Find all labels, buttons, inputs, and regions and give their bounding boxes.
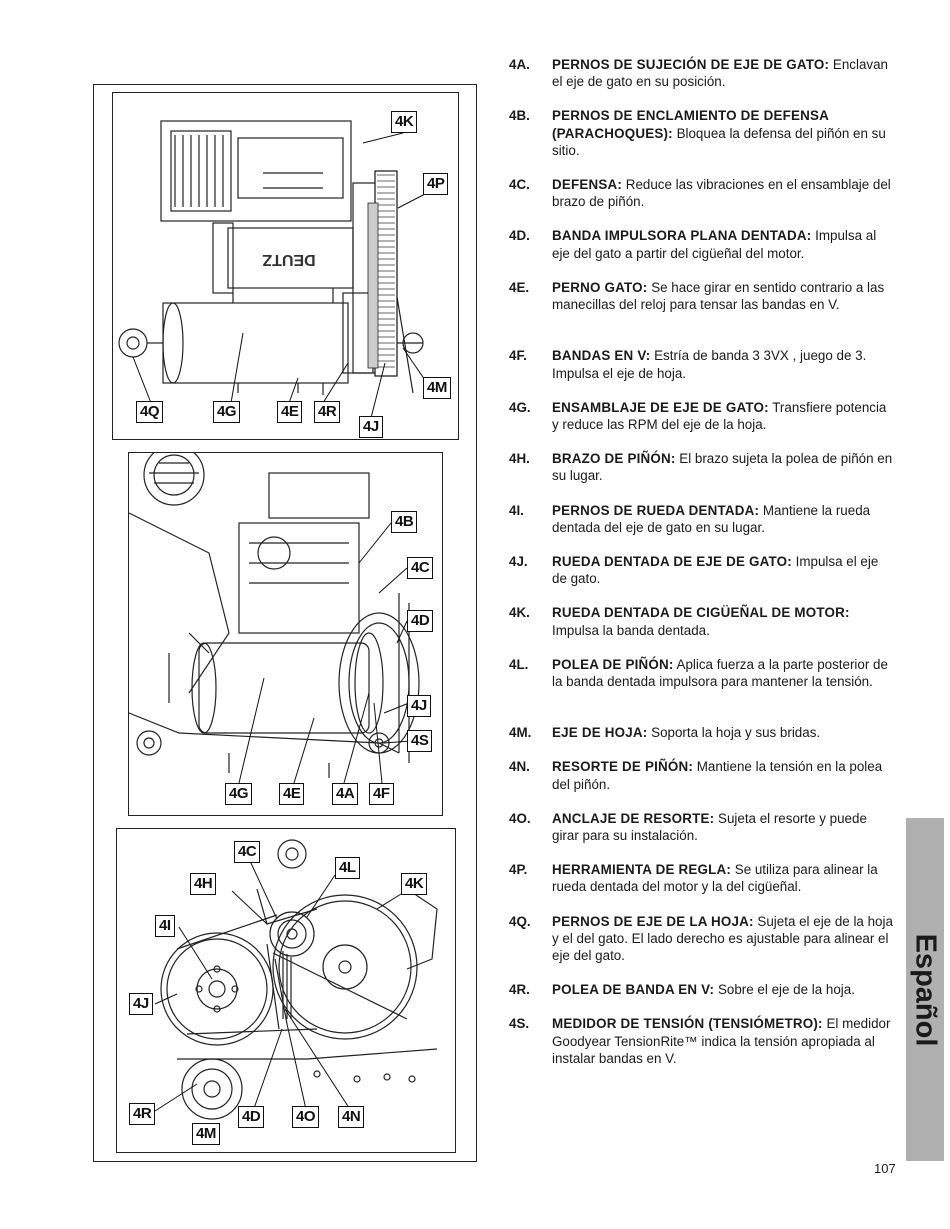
item-code: 4C. [509, 176, 530, 192]
callout-4j: 4J [359, 416, 383, 438]
item-code: 4A. [509, 57, 530, 72]
item-description: Mantiene la rueda dentada del eje de gato en su lugar. [552, 502, 871, 535]
item-code: 4G. [509, 399, 531, 415]
callout-4b: 4B [391, 511, 417, 533]
callout-4e: 4E [277, 401, 302, 423]
item-description: Reduce las vibraciones en el ensamblaje del brazo de piñón. [552, 176, 891, 210]
list-item [509, 176, 893, 227]
item-title: RESORTE DE PIÑÓN: [552, 759, 694, 775]
item-code: 4J. [509, 553, 528, 569]
callout-4f: 4F [369, 783, 394, 805]
list-item [509, 656, 893, 725]
callout-4k: 4K [401, 873, 427, 895]
item-description: Aplica fuerza a la parte posterior de la banda dentada impulsora para mantener la tensión. [552, 656, 888, 689]
list-item [509, 810, 893, 861]
callout-4d: 4D [407, 610, 433, 632]
list-item [509, 724, 893, 758]
item-title: BRAZO DE PIÑÓN: [552, 451, 676, 467]
item-description: Impulsa al eje del gato a partir del cigüeñal del motor. [552, 228, 877, 261]
item-description: Bloquea la defensa del piñón en su sitio. [552, 125, 886, 158]
item-code: 4B. [509, 108, 530, 124]
item-code: 4K. [509, 605, 530, 621]
list-item [509, 861, 893, 912]
item-code: 4F. [509, 348, 527, 364]
item-title: MEDIDOR DE TENSIÓN (TENSIÓMETRO): [552, 1016, 823, 1032]
item-code: 4O. [509, 810, 531, 826]
figure-engine-side-view [112, 92, 459, 440]
callout-4d: 4D [238, 1106, 264, 1128]
item-description: Mantiene la tensión en la polea del piñón. [552, 759, 883, 792]
callout-4j: 4J [129, 993, 153, 1015]
page-number: 107 [874, 1161, 896, 1176]
item-code: 4M. [509, 725, 532, 741]
item-title: PERNO GATO: [552, 279, 648, 295]
item-title: ENSAMBLAJE DE EJE DE GATO: [552, 399, 769, 415]
callout-4g: 4G [225, 783, 252, 805]
callout-4m: 4M [423, 377, 451, 399]
parts-description-list [509, 56, 893, 1067]
callout-4l: 4L [335, 857, 360, 879]
callout-4r: 4R [314, 401, 340, 423]
item-title: POLEA DE BANDA EN V: [552, 982, 715, 998]
callout-4i: 4I [155, 915, 175, 937]
callout-4j: 4J [407, 695, 431, 717]
item-description: El brazo sujeta la polea de piñón en su lugar. [552, 451, 893, 484]
item-title: EJE DE HOJA: [552, 725, 648, 741]
item-code: 4S. [509, 1016, 530, 1032]
callout-4s: 4S [407, 730, 432, 752]
list-item [509, 502, 893, 553]
list-item [509, 981, 893, 1015]
item-code: 4L. [509, 656, 529, 672]
list-item [509, 450, 893, 501]
item-code: 4Q. [509, 913, 531, 929]
item-title: ANCLAJE DE RESORTE: [552, 810, 715, 826]
item-description: Sujeta el resorte y puede girar para su instalación. [552, 810, 867, 844]
item-code: 4I. [509, 502, 524, 518]
callout-4c: 4C [234, 841, 260, 863]
item-description: Se utiliza para alinear la rueda dentada del motor y la del cigüeñal. [552, 862, 878, 895]
callout-4a: 4A [332, 783, 358, 805]
item-title: DEFENSA: [552, 176, 623, 192]
item-description: Sujeta el eje de la hoja y el del gato. El lado derecho es ajustable para alinear el eje del gato. [552, 913, 893, 964]
figure-jackshaft-assembly [128, 452, 443, 816]
item-code: 4D. [509, 228, 530, 244]
item-code: 4N. [509, 759, 530, 775]
item-description: Impulsa el eje de gato. [552, 553, 879, 587]
item-title: PERNOS DE EJE DE LA HOJA: [552, 913, 754, 929]
list-item [509, 1015, 893, 1067]
item-title: PERNOS DE ENCLAMIENTO DE DEFENSA (PARACHOQUES): [552, 108, 829, 141]
item-description: Impulsa la banda dentada. [552, 622, 710, 638]
item-title: HERRAMIENTA DE REGLA: [552, 862, 732, 878]
item-title: POLEA DE PIÑÓN: [552, 656, 674, 672]
item-description: El medidor Goodyear TensionRite™ indica la tensión apropiada al instalar bandas en V. [552, 1016, 891, 1066]
language-tab-label: Español [909, 933, 942, 1046]
callout-4n: 4N [338, 1106, 364, 1128]
callout-4o: 4O [292, 1106, 319, 1128]
callout-4c: 4C [407, 557, 433, 579]
item-title: BANDAS EN V: [552, 348, 651, 364]
item-title: BANDA IMPULSORA PLANA DENTADA: [552, 228, 812, 244]
callout-4k: 4K [391, 111, 417, 133]
jackshaft-illustration [129, 453, 443, 816]
list-item [509, 913, 893, 982]
item-description: Enclavan el eje de gato en su posición. [552, 57, 888, 90]
language-side-tab [906, 818, 944, 1161]
item-code: 4E. [509, 279, 530, 295]
list-item [509, 107, 893, 176]
item-description: Transfiere potencia y reduce las RPM del eje de la hoja. [552, 399, 887, 432]
callout-4r: 4R [129, 1103, 155, 1125]
list-item [509, 279, 893, 348]
list-item [509, 553, 893, 604]
item-description: Se hace girar en sentido contrario a las manecillas del reloj para tensar las bandas en V. [552, 279, 885, 312]
list-item [509, 399, 893, 450]
callout-4p: 4P [423, 173, 448, 195]
item-code: 4P. [509, 862, 528, 878]
item-title: PERNOS DE SUJECIÓN DE EJE DE GATO: [552, 57, 830, 72]
list-item [509, 227, 893, 278]
list-item [509, 604, 893, 655]
item-title: PERNOS DE RUEDA DENTADA: [552, 502, 760, 518]
list-item [509, 758, 893, 809]
item-code: 4R. [509, 982, 530, 998]
engine-side-illustration [113, 93, 459, 440]
item-description: Sobre el eje de la hoja. [717, 982, 855, 998]
item-title: RUEDA DENTADA DE CIGÜEÑAL DE MOTOR: [552, 605, 850, 621]
item-description: Estría de banda 3 3VX , juego de 3. Impulsa el eje de hoja. [552, 348, 867, 381]
callout-4e: 4E [279, 783, 304, 805]
list-item [509, 347, 893, 398]
callout-4h: 4H [190, 873, 216, 895]
callout-4g: 4G [213, 401, 240, 423]
engine-brand-label: DEUTZ [262, 251, 316, 268]
callout-4m: 4M [192, 1123, 220, 1145]
item-code: 4H. [509, 451, 530, 467]
item-description: Soporta la hoja y sus bridas. [651, 725, 821, 741]
item-title: RUEDA DENTADA DE EJE DE GATO: [552, 553, 792, 569]
figure-sprocket-belt-view [116, 828, 456, 1153]
callout-4q: 4Q [136, 401, 163, 423]
list-item [509, 56, 893, 107]
